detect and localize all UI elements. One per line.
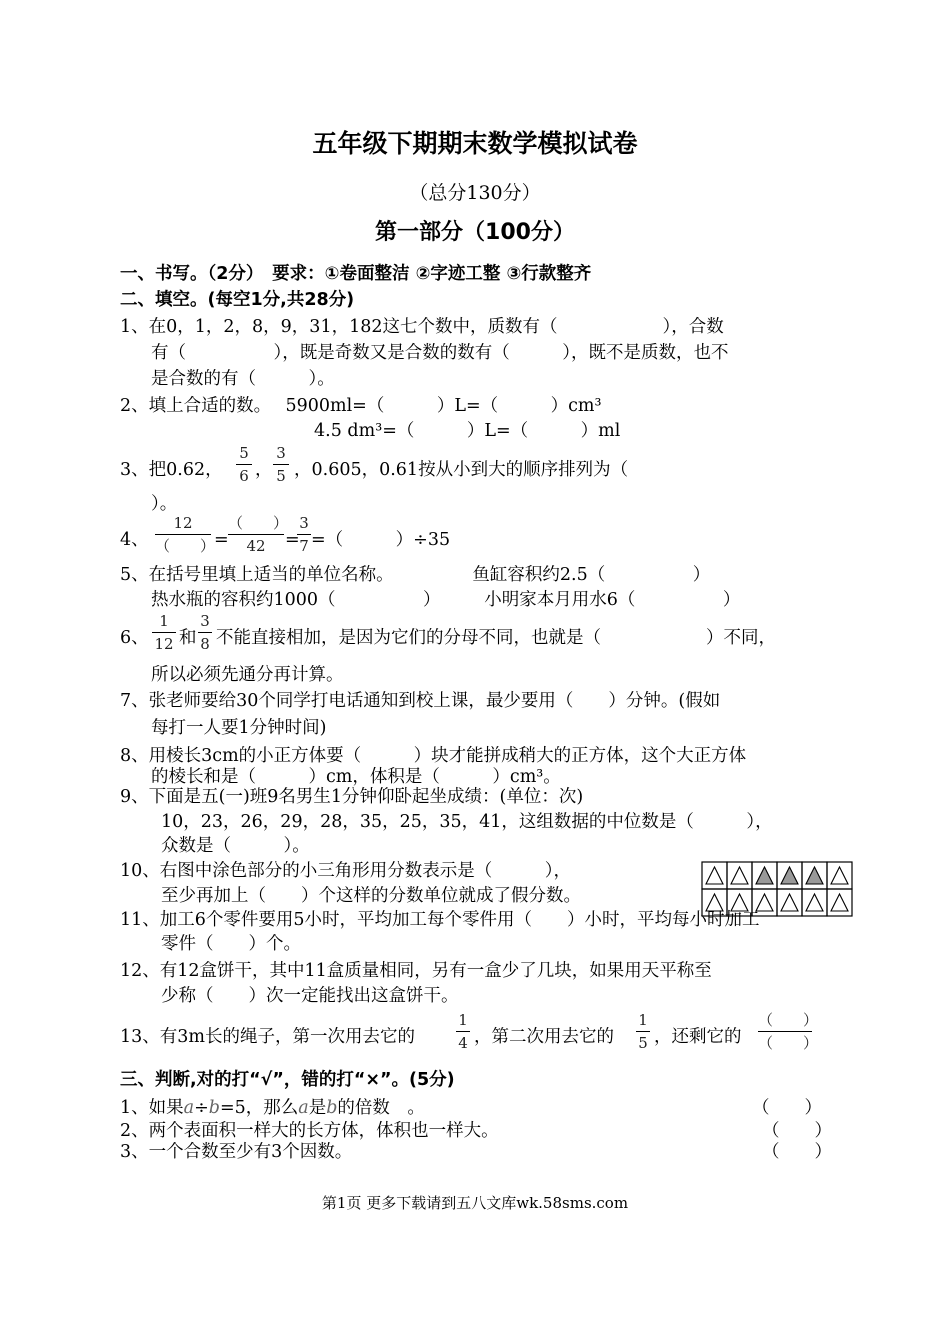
q13-text-c: ，还剩它的	[654, 1027, 742, 1047]
q6-line2: 所以必须先通分再计算。	[151, 665, 344, 685]
fraction-5-6: 5 6	[236, 444, 252, 485]
section-handwriting: 一、书写。（2分） 要求：①卷面整洁 ②字迹工整 ③行款整齐	[120, 264, 592, 284]
shaded-triangle	[781, 867, 798, 884]
q6-label: 6、	[120, 628, 149, 648]
fraction-1-12: 1 12	[152, 612, 176, 653]
judge-3-answer: （ ）	[762, 1142, 832, 1162]
judge-1: 1、如果a÷b=5，那么a是b的倍数 。	[120, 1098, 425, 1118]
triangle	[831, 867, 848, 884]
q8-line2: 的棱长和是（ ）cm，体积是（ ）cm³。	[151, 767, 561, 787]
triangle	[806, 894, 823, 911]
shaded-triangle	[756, 867, 773, 884]
q11-line1: 11、加工6个零件要用5小时，平均加工每个零件用（ ）小时，平均每小时加工	[120, 910, 760, 930]
q3-line2: ）。	[151, 494, 178, 514]
judge-1-answer: （ ）	[752, 1098, 822, 1118]
q6-text: 不能直接相加，是因为它们的分母不同，也就是（ ）不同，	[216, 628, 776, 648]
q1-line3: 是合数的有（ ）。	[151, 369, 335, 389]
triangle	[731, 867, 748, 884]
fraction-3-5: 3 5	[273, 444, 289, 485]
q5-line2: 热水瓶的容积约1000（ ） 小明家本月用水6（ ）	[151, 590, 741, 610]
q13-text-a: 13、有3m长的绳子，第一次用去它的	[120, 1027, 415, 1047]
judge-2-answer: （ ）	[762, 1121, 832, 1141]
q8-line1: 8、用棱长3cm的小正方体要（ ）块才能拼成稍大的正方体，这个大正方体	[120, 746, 747, 766]
q4-eq1: =	[214, 530, 229, 550]
page-footer: 第1页 更多下载请到五八文库wk.58sms.com	[321, 1194, 629, 1212]
q12-line2: 少称（ ）次一定能找出这盒饼干。	[161, 986, 459, 1006]
q3-text-a: 3、把0.62，	[120, 460, 223, 480]
triangle	[781, 894, 798, 911]
judge-2: 2、两个表面积一样大的长方体，体积也一样大。	[120, 1121, 499, 1141]
fraction-blank-42: （ ） 42	[228, 514, 289, 555]
q3-text-b: ，	[255, 460, 273, 480]
q4-label: 4、	[120, 530, 149, 550]
section-true-false: 三、判断,对的打“√”，错的打“×”。(5分)	[120, 1070, 455, 1090]
q9-line1: 9、下面是五(一)班9名男生1分钟仰卧起坐成绩：(单位：次)	[120, 787, 584, 807]
q6-and: 和	[179, 628, 197, 648]
q12-line1: 12、有12盒饼干，其中11盒质量相同，另有一盒少了几块，如果用天平称至	[120, 961, 712, 981]
total-score: （总分130分）	[409, 182, 541, 204]
q2-line2: 4.5 dm³=（ ）L=（ ）ml	[314, 421, 621, 441]
q4-eq2: =	[285, 530, 300, 550]
fraction-12-blank: 12 （ ）	[155, 514, 216, 555]
q7-line1: 7、张老师要给30个同学打电话通知到校上课，最少要用（ ）分钟。(假如	[120, 691, 721, 711]
q9-line3: 众数是（ ）。	[161, 836, 310, 856]
fraction-3-7: 3 7	[297, 514, 311, 555]
q11-line2: 零件（ ）个。	[161, 934, 301, 954]
fraction-3-8: 3 8	[198, 612, 212, 653]
q3-text-c: ，0.605，0.61按从小到大的顺序排列为（	[294, 460, 629, 480]
triangle	[706, 867, 723, 884]
q2-line1: 2、填上合适的数。 5900ml=（ ）L=（ ）cm³	[120, 396, 602, 416]
q10-line2: 至少再加上（ ）个这样的分数单位就成了假分数。	[161, 886, 581, 906]
q7-line2: 每打一人要1分钟时间)	[151, 718, 327, 738]
q10-line1: 10、右图中涂色部分的小三角形用分数表示是（ ），	[120, 861, 572, 881]
fraction-blank-blank: （ ） （ ）	[758, 1011, 819, 1052]
q13-text-b: ，第二次用去它的	[474, 1027, 614, 1047]
q1-line2: 有（ ），既是奇数又是合数的数有（ ），既不是质数，也不	[151, 343, 729, 363]
q5-line1: 5、在括号里填上适当的单位名称。 鱼缸容积约2.5（ ）	[120, 565, 711, 585]
part-one-heading: 第一部分（100分）	[375, 220, 575, 245]
triangle	[831, 894, 848, 911]
fraction-1-4: 1 4	[456, 1011, 470, 1052]
fraction-1-5: 1 5	[636, 1011, 650, 1052]
section-fill-in: 二、填空。(每空1分,共28分)	[120, 290, 355, 310]
q4-tail: =（ ）÷35	[311, 530, 451, 550]
q1-line1: 1、在0，1，2，8，9，31，182这七个数中，质数有（ ），合数	[120, 317, 724, 337]
shaded-triangle	[806, 867, 823, 884]
q9-line2: 10，23，26，29，28，35，25，35，41，这组数据的中位数是（ ），	[161, 812, 773, 832]
judge-3: 3、一个合数至少有3个因数。	[120, 1142, 353, 1162]
page-title: 五年级下期期末数学模拟试卷	[312, 129, 638, 158]
